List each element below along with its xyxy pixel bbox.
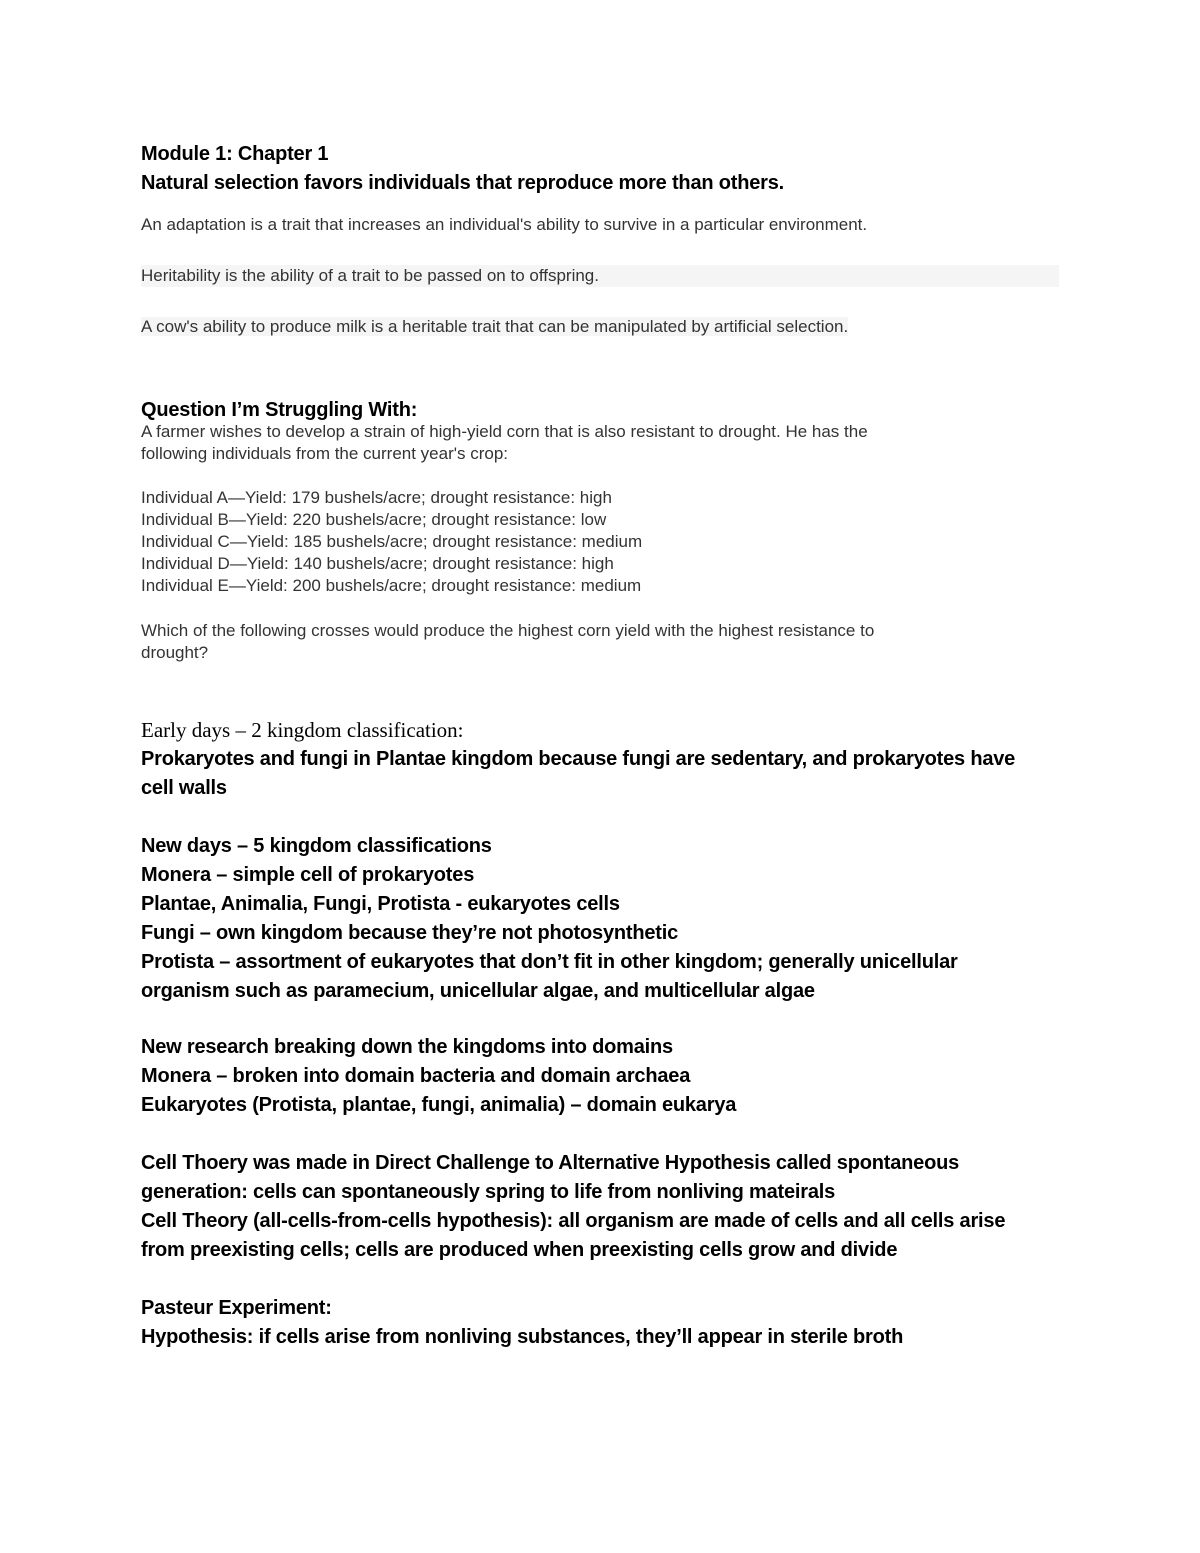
- adaptation-text: An adaptation is a trait that increases an individual's ability to survive in a particular environment.: [141, 215, 868, 234]
- pasteur-heading: Pasteur Experiment:: [141, 1297, 332, 1319]
- five-kingdom-section: [141, 832, 1061, 1006]
- pasteur-hypothesis: Hypothesis: if cells arise from nonliving substances, they’ll appear in sterile broth: [141, 1326, 904, 1348]
- individual-b: Individual B—Yield: 220 bushels/acre; drought resistance: low: [141, 510, 607, 529]
- question-intro-line-2: following individuals from the current year's crop:: [141, 444, 509, 463]
- protista-line-1: Protista – assortment of eukaryotes that don’t fit in other kingdom; generally unicellular: [141, 951, 958, 973]
- individual-a: Individual A—Yield: 179 bushels/acre; drought resistance: high: [141, 488, 612, 507]
- module-title: Module 1: Chapter 1: [141, 143, 329, 165]
- early-days-heading: Early days – 2 kingdom classification:: [141, 718, 464, 742]
- heritability-note: [141, 265, 1061, 287]
- domains-section: [141, 1033, 1061, 1120]
- domains-heading: New research breaking down the kingdoms into domains: [141, 1036, 673, 1058]
- cell-theory-section: [141, 1149, 1061, 1265]
- protista-line-2: organism such as paramecium, unicellular algae, and multicellular algae: [141, 980, 815, 1002]
- question-heading: Question I’m Struggling With:: [141, 399, 418, 421]
- question-intro-line-1: A farmer wishes to develop a strain of high-yield corn that is also resistant to drought. He has the: [141, 422, 868, 441]
- cell-theory-line-3: Cell Theory (all-cells-from-cells hypothesis): all organism are made of cells and all cells arise: [141, 1210, 1006, 1232]
- cell-theory-line-2: generation: cells can spontaneously spring to life from nonliving mateirals: [141, 1181, 836, 1203]
- individuals-list: [141, 487, 1061, 597]
- individual-e: Individual E—Yield: 200 bushels/acre; drought resistance: medium: [141, 576, 642, 595]
- question-prompt-line-2: drought?: [141, 643, 209, 662]
- pasteur-section: [141, 1294, 1061, 1352]
- eukarya-domain-line: Eukaryotes (Protista, plantae, fungi, animalia) – domain eukarya: [141, 1094, 737, 1116]
- adaptation-note: [141, 214, 1061, 236]
- heritability-text: Heritability is the ability of a trait to be passed on to offspring.: [141, 265, 1059, 287]
- question-prompt-line-1: Which of the following crosses would produce the highest corn yield with the highest resistance to: [141, 621, 875, 640]
- monera-domains-line: Monera – broken into domain bacteria and domain archaea: [141, 1065, 691, 1087]
- fungi-line: Fungi – own kingdom because they’re not photosynthetic: [141, 922, 679, 944]
- individual-c: Individual C—Yield: 185 bushels/acre; drought resistance: medium: [141, 532, 643, 551]
- module-headline: Natural selection favors individuals that reproduce more than others.: [141, 172, 785, 194]
- monera-line: Monera – simple cell of prokaryotes: [141, 864, 475, 886]
- early-days-line-1: Prokaryotes and fungi in Plantae kingdom because fungi are sedentary, and prokaryotes have: [141, 748, 1016, 770]
- document-page: [141, 140, 1061, 1352]
- cow-text: A cow's ability to produce milk is a heritable trait that can be manipulated by artificial selection.: [141, 317, 849, 336]
- cell-theory-line-4: from preexisting cells; cells are produced when preexisting cells grow and divide: [141, 1239, 898, 1261]
- cell-theory-line-1: Cell Thoery was made in Direct Challenge to Alternative Hypothesis called spontaneous: [141, 1152, 960, 1174]
- individual-d: Individual D—Yield: 140 bushels/acre; drought resistance: high: [141, 554, 614, 573]
- cow-note: [141, 316, 1061, 338]
- eukaryote-kingdoms-line: Plantae, Animalia, Fungi, Protista - eukaryotes cells: [141, 893, 620, 915]
- early-days-line-2: cell walls: [141, 777, 227, 799]
- five-kingdom-heading: New days – 5 kingdom classifications: [141, 835, 492, 857]
